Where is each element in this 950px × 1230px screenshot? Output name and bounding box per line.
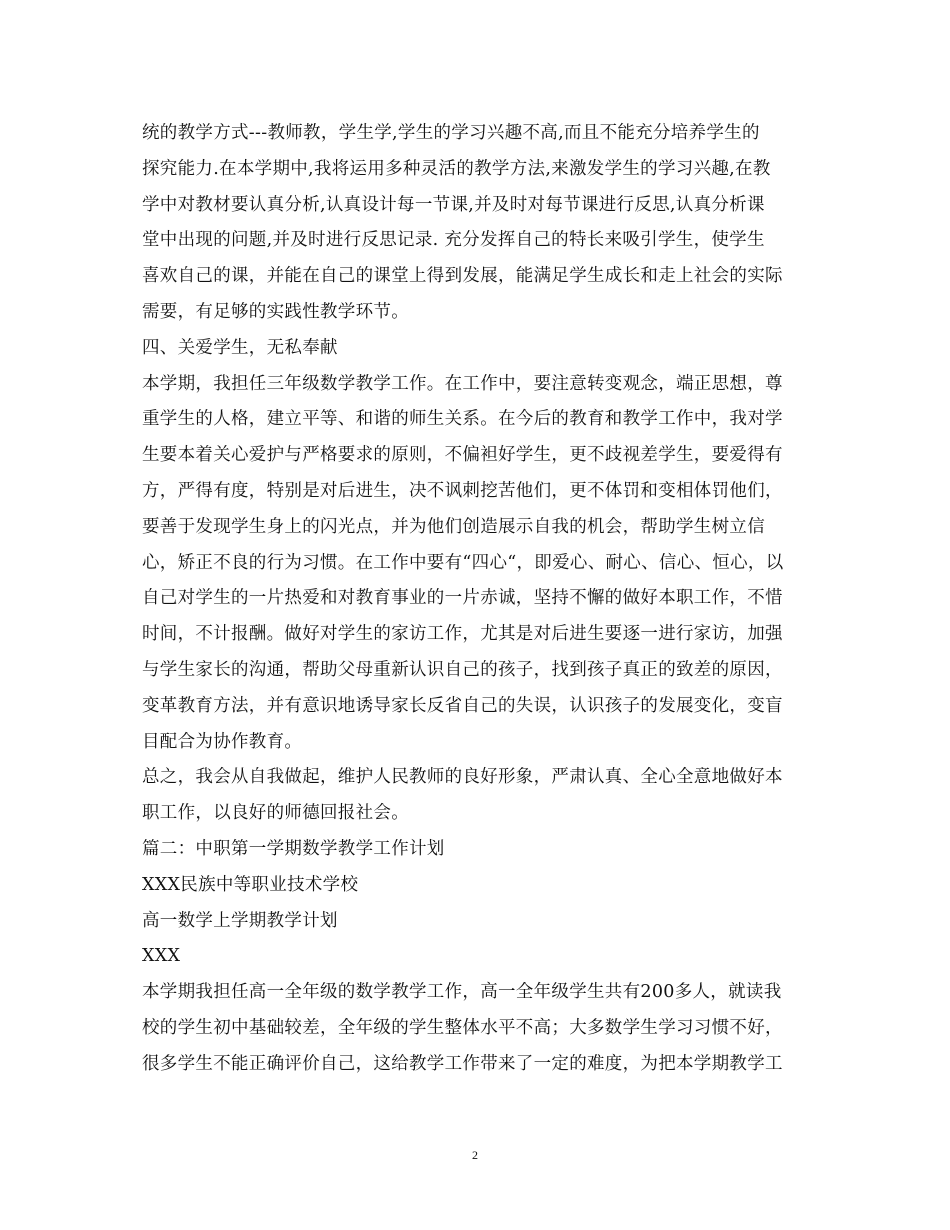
text-line: 统的教学方式---教师教，学生学,学生的学习兴趣不高,而且不能充分培养学生的 [142, 123, 760, 143]
text-line: 堂中出现的问题,并及时进行反思记录. 充分发挥自己的特长来吸引学生，使学生 [142, 230, 765, 251]
text-line: 总之，我会从自我做起，维护人民教师的良好形象，严肃认真、全心全意地做好本 [142, 767, 783, 788]
text-line: 喜欢自己的课，并能在自己的课堂上得到发展，能满足学生成长和走上社会的实际 [142, 266, 783, 287]
text-line: 要善于发现学生身上的闪光点，并为他们创造展示自我的机会，帮助学生树立信 [142, 516, 765, 537]
text-line: 校的学生初中基础较差，全年级的学生整体水平不高；大多数学生学习习惯不好， [142, 1017, 783, 1038]
text-line: 自己对学生的一片热爱和对教育事业的一片赤诚，坚持不懈的做好本职工作，不惜 [142, 588, 783, 609]
section-heading: 四、关爱学生，无私奉献 [142, 337, 338, 358]
text-line: 变革教育方法，并有意识地诱导家长反省自己的失误，认识孩子的发展变化，变盲 [142, 695, 783, 716]
text-line: 与学生家长的沟通，帮助父母重新认识自己的孩子，找到孩子真正的致差的原因， [142, 659, 783, 680]
plan-title: 高一数学上学期教学计划 [142, 910, 338, 931]
text-line: 很多学生不能正确评价自己，这给教学工作带来了一定的难度，为把本学期教学工 [142, 1053, 783, 1074]
page-number: 2 [472, 1148, 478, 1162]
text-line: 方，严得有度，特别是对后进生，决不讽刺挖苦他们，更不体罚和变相体罚他们， [142, 480, 783, 501]
text-line: 时间，不计报酬。做好对学生的家访工作，尤其是对后进生要逐一进行家访，加强 [142, 624, 783, 645]
text-line: 本学期我担任高一全年级的数学教学工作，高一全年级学生共有200多人，就读我 [142, 982, 782, 1003]
text-line: 学中对教材要认真分析,认真设计每一节课,并及时对每节课进行反思,认真分析课 [142, 194, 765, 215]
text-line: 重学生的人格，建立平等、和谐的师生关系。在今后的教育和教学工作中，我对学 [142, 409, 783, 430]
text-line: 需要，有足够的实践性教学环节。 [142, 301, 409, 322]
document-body [142, 116, 812, 1083]
school-name: XXX民族中等职业技术学校 [142, 874, 359, 895]
text-line: 职工作，以良好的师德回报社会。 [142, 803, 409, 824]
section-heading: 篇二：中职第一学期数学教学工作计划 [142, 838, 445, 859]
author-name: XXX [142, 946, 181, 967]
text-line: 心，矫正不良的行为习惯。在工作中要有“四心“，即爱心、耐心、信心、恒心，以 [142, 552, 784, 573]
text-line: 探究能力.在本学期中,我将运用多种灵活的教学方法,来激发学生的学习兴趣,在教 [142, 158, 771, 179]
text-line: 目配合为协作教育。 [142, 731, 303, 752]
text-line: 本学期，我担任三年级数学教学工作。在工作中，要注意转变观念，端正思想，尊 [142, 373, 783, 394]
text-line: 生要本着关心爱护与严格要求的原则，不偏袒好学生，更不歧视差学生，要爱得有 [142, 445, 783, 466]
